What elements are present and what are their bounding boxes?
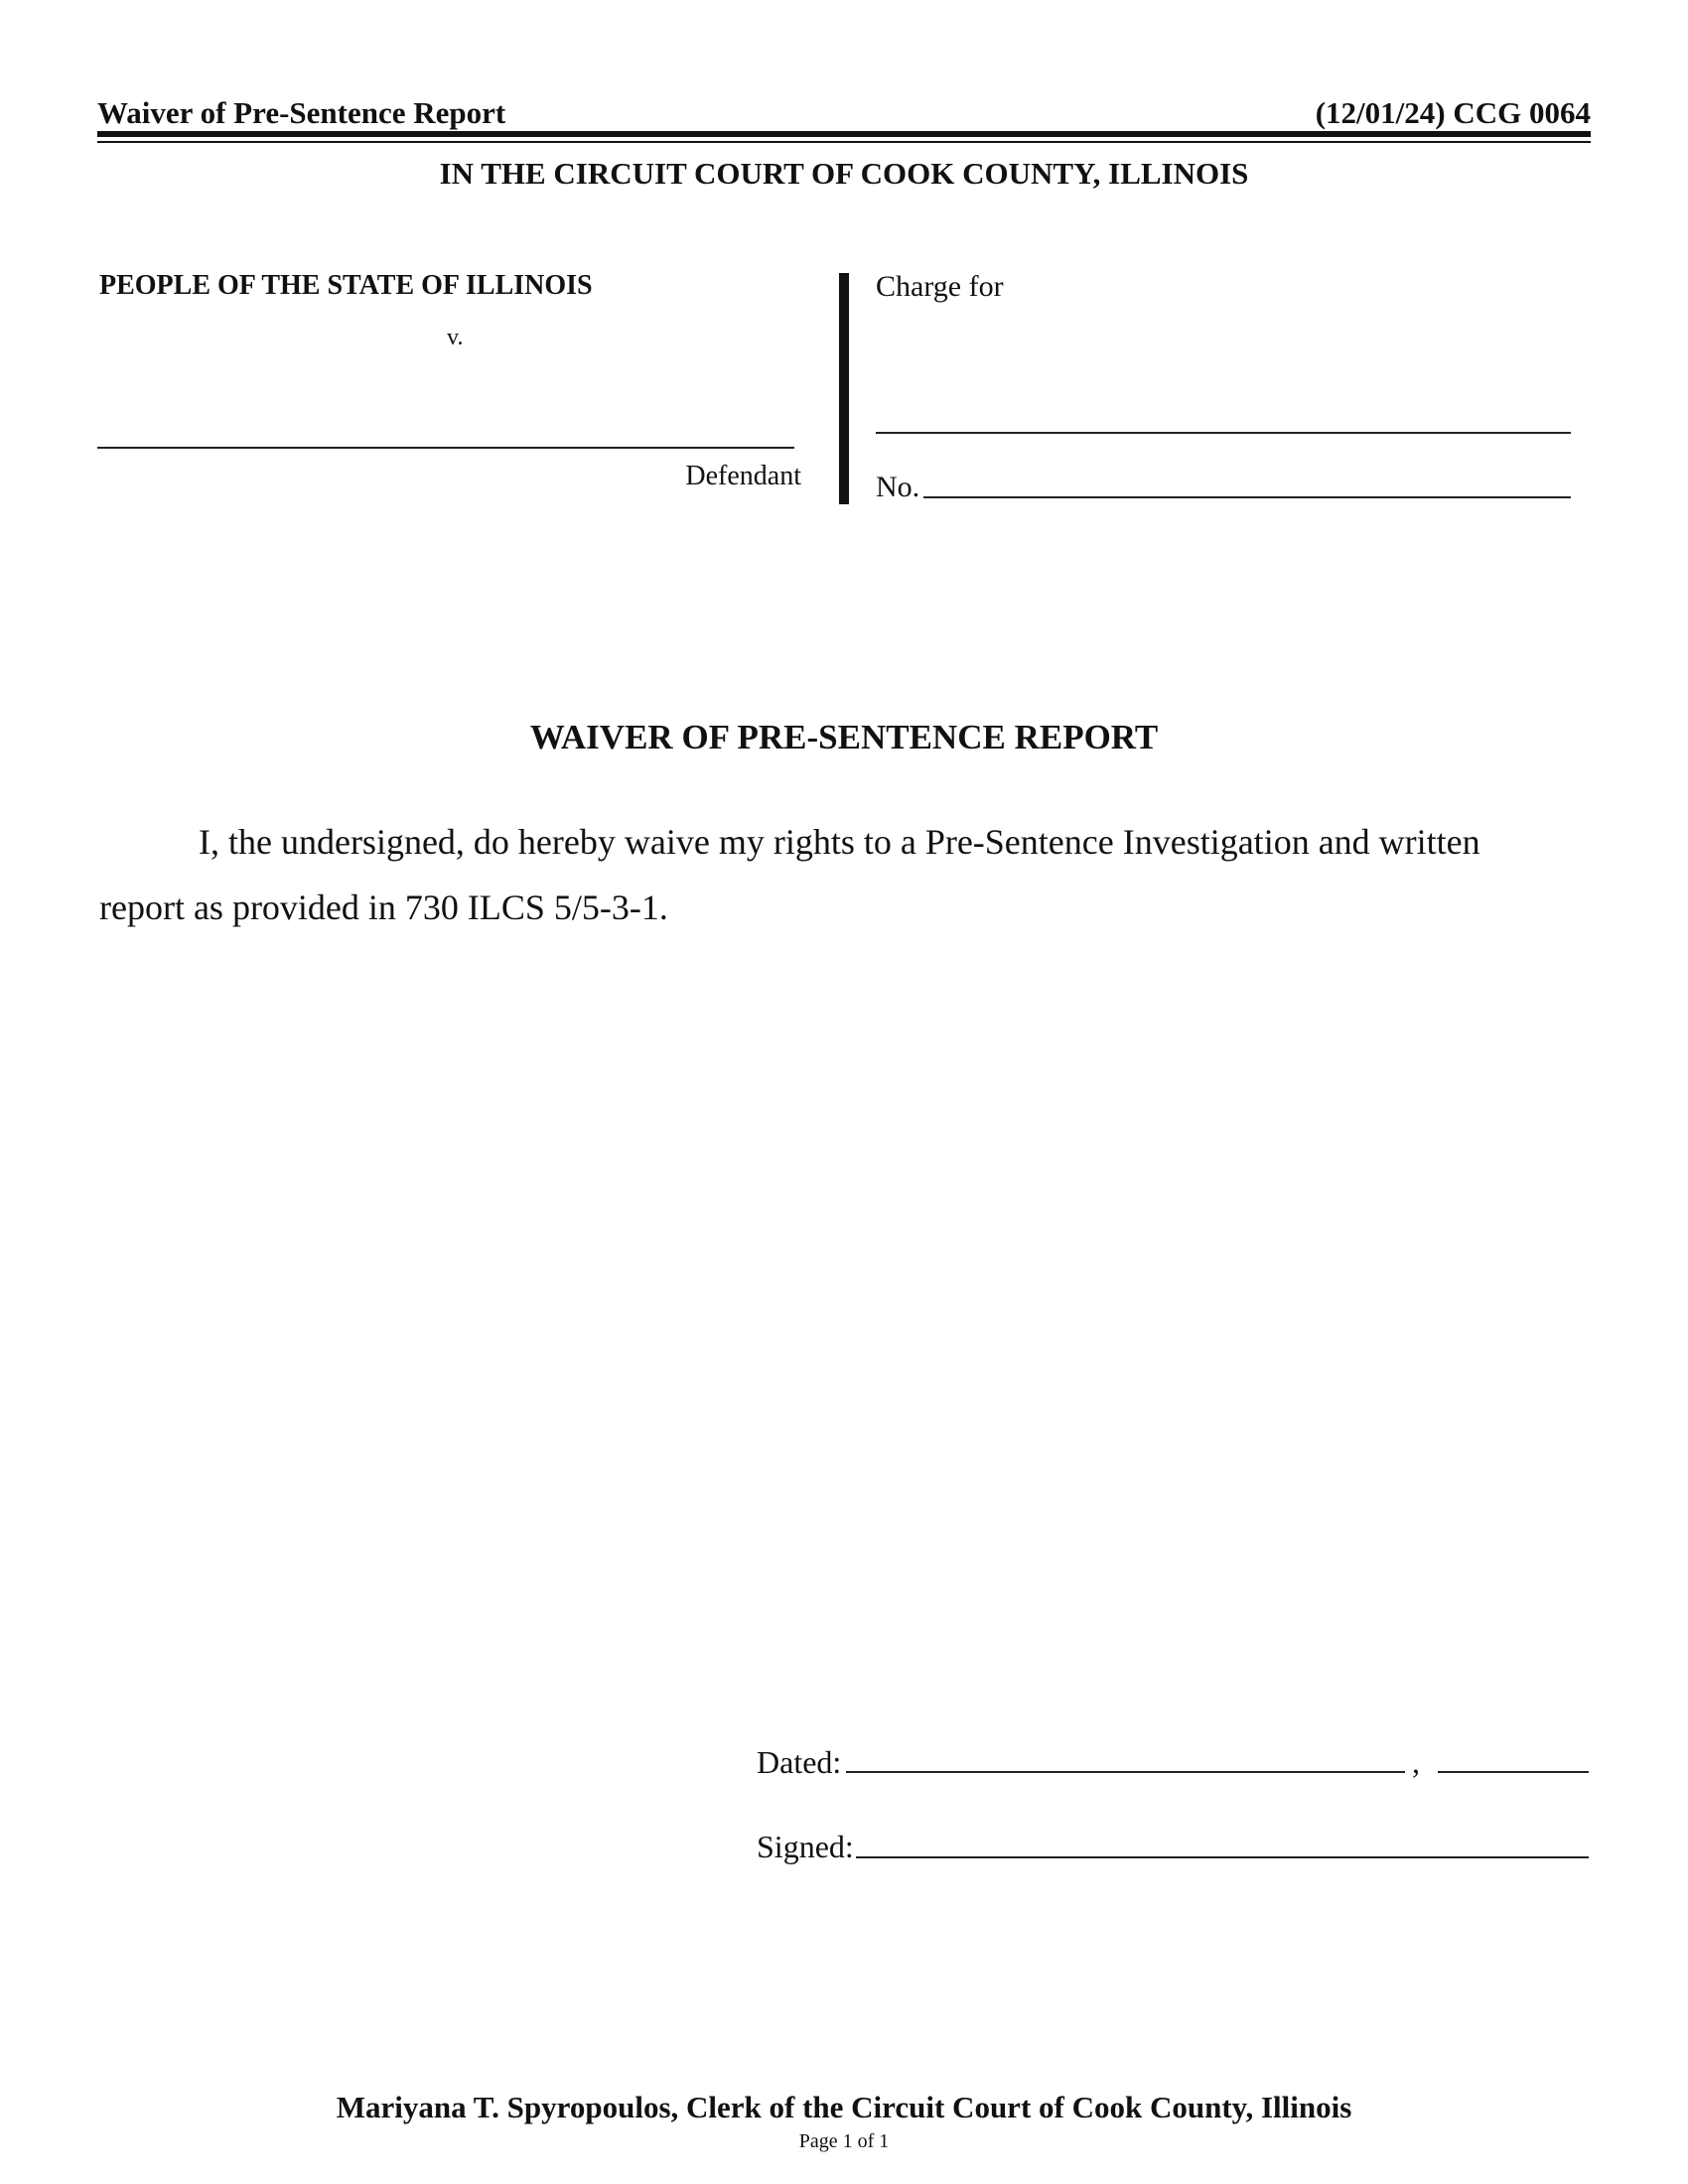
charge-line[interactable] <box>876 432 1571 434</box>
court-name: IN THE CIRCUIT COURT OF COOK COUNTY, ILLINOIS <box>439 156 1249 191</box>
dated-label: Dated: <box>757 1744 842 1780</box>
document-title: WAIVER OF PRE-SENTENCE REPORT <box>529 718 1159 756</box>
case-number-label: No. <box>876 471 920 503</box>
caption-divider <box>839 273 849 504</box>
year-line[interactable] <box>1438 1771 1589 1773</box>
plaintiff-label: PEOPLE OF THE STATE OF ILLINOIS <box>99 270 593 301</box>
waiver-statement: I, the undersigned, do hereby waive my rights to a Pre-Sentence Investigation and written report as provided in 730 ILCS 5/5-3-1. <box>99 822 1480 927</box>
signature-line[interactable] <box>856 1856 1589 1858</box>
case-number-line[interactable] <box>923 496 1571 498</box>
page-number: Page 1 of 1 <box>798 2130 890 2152</box>
clerk-footer: Mariyana T. Spyropoulos, Clerk of the Circuit Court of Cook County, Illinois <box>336 2090 1352 2124</box>
charge-label: Charge for <box>876 270 1004 303</box>
date-comma: , <box>1412 1744 1420 1780</box>
header-rule-thin <box>97 141 1591 143</box>
form-code: (12/01/24) CCG 0064 <box>1315 95 1591 130</box>
defendant-name-line[interactable] <box>97 447 794 449</box>
signed-label: Signed: <box>757 1829 854 1864</box>
header-rule-thick <box>97 131 1591 137</box>
form-title: Waiver of Pre-Sentence Report <box>97 95 506 130</box>
date-line[interactable] <box>846 1771 1405 1773</box>
defendant-label: Defendant <box>685 461 801 491</box>
versus-label: v. <box>447 325 464 350</box>
